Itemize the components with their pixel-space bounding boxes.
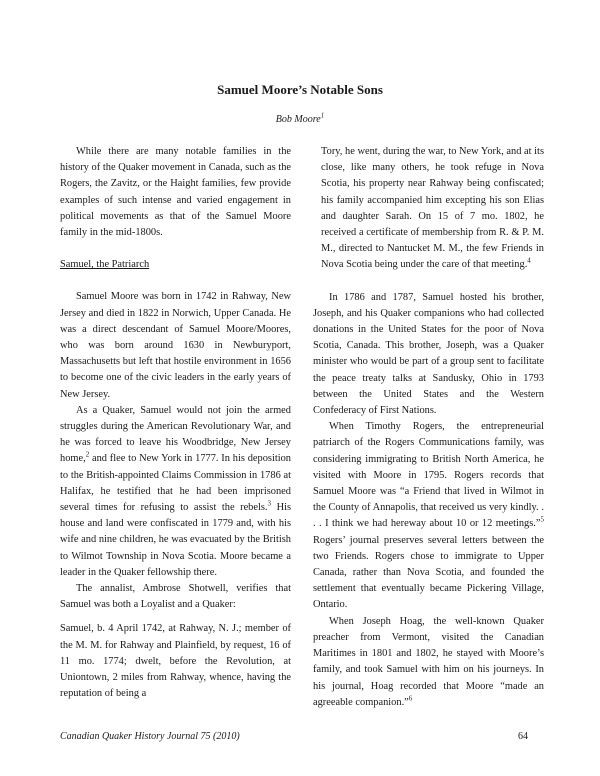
rogers-text-a: When Timothy Rogers, the entrepreneurial patriarch of the Rogers Communications family, was considering immigrating to British North America, he visited with Moore in 1795. Rogers records that Samuel Moore was “a Friend that lived in Wilmot in the County of Annapolis, that received us very kindly. . . . I think we had hereway about 10 or 12 meetings.” — [313, 421, 544, 530]
footnote-marker-2: 2 — [85, 450, 90, 459]
footnote-marker-6: 6 — [408, 694, 413, 703]
author-name: Bob Moore — [275, 114, 321, 125]
right-column — [313, 144, 544, 711]
footnote-marker-5: 5 — [540, 516, 544, 524]
shotwell-quote-continued — [313, 144, 544, 274]
rogers-text-b: Rogers’ journal preserves several letters between the two Friends. Rogers chose to immigrate to Upper Canada, rather than Nova Scotia, and founded the settlement that eventually became Pickering Village, Ontario. — [313, 534, 544, 611]
joseph-paragraph: In 1786 and 1787, Samuel hosted his brother, Joseph, and his Quaker companions who had collected donations in the United States for the poor of Nova Scotia, Canada. This brother, Joseph, was a Quaker minister who would be part of a group sent to facilitate the peace treaty talks at Sandusky, Ohio in 1793 between the United States and the Western Confederacy of First Nations. — [313, 291, 544, 417]
hoag-text: When Joseph Hoag, the well-known Quaker preacher from Vermont, visited the Canadian Maritimes in 1801 and 1802, he stayed with Moore’s family, and took Samuel with him on his journeys. In his journal, Hoag recorded that Moore “made an agreeable companion.” — [313, 615, 544, 708]
quaker-paragraph — [60, 403, 291, 581]
page-number: 64 — [518, 731, 528, 742]
author-footnote-marker: 1 — [320, 111, 325, 120]
quote-cont-text: Tory, he went, during the war, to New York, and at its close, like many others, he took refuge in Nova Scotia, his property near Rahway being confiscated; his family accompanied him excepting his son Elias and daughter Sarah. On 15 of 7 mo. 1802, he received a certificate of membership from R. & P. M. M., directed to Nantucket M. M., the few Friends in Nova Scotia being under the care of that meeting. — [321, 146, 544, 271]
shotwell-quote: Samuel, b. 4 April 1742, at Rahway, N. J.; member of the M. M. for Rahway and Plainfield, by request, 16 of 11 mo. 1774; dwelt, before the Revolution, at Uniontown, 2 miles from Rahway, whence, having the reputation of being a — [60, 623, 291, 700]
footnote-marker-3: 3 — [267, 499, 272, 508]
quaker-text-a: As a Quaker, Samuel would not join the armed struggles during the American Revolutionary War, and he was forced to leave his Woodbridge, New Jersey home, — [60, 404, 291, 465]
rogers-paragraph — [313, 419, 544, 613]
hoag-paragraph — [313, 614, 544, 711]
journal-footer: Canadian Quaker History Journal 75 (2010) — [60, 731, 240, 742]
section-heading: Samuel, the Patriarch — [60, 259, 150, 271]
left-column — [60, 144, 291, 703]
article-author — [0, 111, 600, 125]
quaker-text-c: His house and land were confiscated in 1779 and, with his wife and nine children, he was evacuated by the British to Wilmot Township in Nova Scotia. Moore became a leader in the Quaker fellowship there. — [60, 502, 291, 578]
article-title: Samuel Moore’s Notable Sons — [217, 82, 383, 97]
birth-paragraph: Samuel Moore was born in 1742 in Rahway, New Jersey and died in 1822 in Norwich, Upper Canada. He was a direct descendant of Samuel Moore/Moores, who was born around 1630 in Newburyport, Massachusetts but left that hostile environment in 1656 to become one of the civic leaders in the early years of New Jersey. — [60, 291, 291, 400]
quaker-text-b: and flee to New York in 1777. In his deposition to the British-appointed Claims Commission in 1786 at Halifax, he testified that he had been imprisoned several times for refusing to assist the rebels. — [60, 453, 291, 514]
intro-paragraph: While there are many notable families in the history of the Quaker movement in Canada, such as the Rogers, the Zavitz, or the Haight families, few provide examples of such intense and varied engagement in political movements as that of the Samuel Moore family in the mid-1800s. — [60, 146, 291, 239]
annalist-paragraph: The annalist, Ambrose Shotwell, verifies that Samuel was both a Loyalist and a Quaker: — [60, 583, 291, 611]
footnote-marker-4: 4 — [527, 256, 531, 265]
